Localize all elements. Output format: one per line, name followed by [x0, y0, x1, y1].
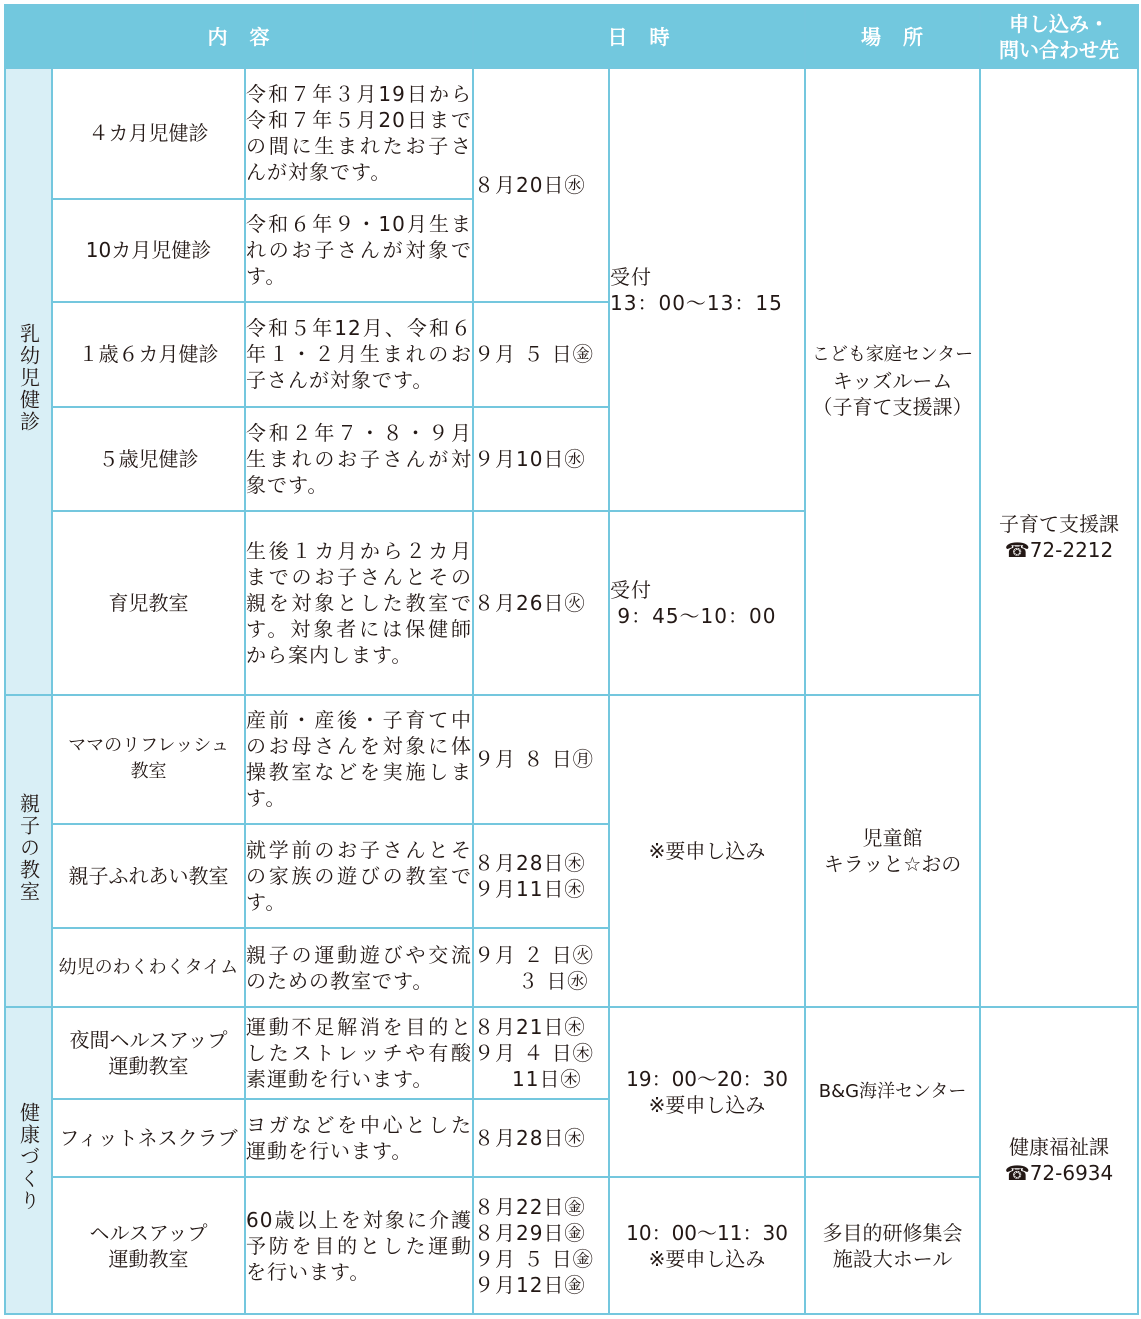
item-name: ４カ月児健診 — [52, 68, 245, 198]
header-content: 内 容 — [5, 5, 473, 68]
table-row — [5, 1007, 1138, 1099]
item-date: ９月 ８ 日㊊ — [473, 695, 609, 824]
place-hall: 多目的研修集会 施設大ホール — [805, 1177, 980, 1314]
item-date: ８月28日㊍ — [473, 1099, 609, 1177]
item-description: 就学前のお子さんとその家族の遊びの教室です。 — [245, 824, 473, 928]
item-date: ８月28日㊍ ９月11日㊍ — [473, 824, 609, 928]
item-name: 10カ月児健診 — [52, 199, 245, 302]
table-row — [5, 68, 1138, 198]
item-date: ９月10日㊌ — [473, 407, 609, 511]
contact-kenko: 健康福祉課 ☎72-6934 — [980, 1007, 1138, 1314]
item-date: ８月22日㊎ ８月29日㊎ ９月 ５ 日㊎ ９月12日㊎ — [473, 1177, 609, 1314]
item-name: 夜間ヘルスアップ 運動教室 — [52, 1007, 245, 1099]
item-date: ８月26日㊋ — [473, 511, 609, 695]
item-name: 幼児のわくわくタイム — [52, 928, 245, 1006]
item-description: 令和２年７・８・９月生まれのお子さんが対象です。 — [245, 407, 473, 511]
item-apply-note: ※要申し込み — [609, 695, 805, 1007]
header-place: 場 所 — [805, 5, 980, 68]
item-name: 育児教室 — [52, 511, 245, 695]
header-row — [5, 5, 1138, 68]
item-description: 令和７年３月19日から令和７年５月20日までの間に生まれたお子さんが対象です。 — [245, 68, 473, 198]
table-row — [5, 1177, 1138, 1314]
item-description: ヨガなどを中心とした運動を行います。 — [245, 1099, 473, 1177]
item-time: 10：00～11：30 ※要申し込み — [609, 1177, 805, 1314]
item-name: ヘルスアップ 運動教室 — [52, 1177, 245, 1314]
item-date: ８月21日㊍ ９月 ４ 日㊍ 11日㊍ — [473, 1007, 609, 1099]
item-description: 令和５年12月、令和６年１・２月生まれのお子さんが対象です。 — [245, 302, 473, 406]
table-row — [5, 695, 1138, 824]
item-description: 生後１カ月から２カ月までのお子さんとその親を対象とした教室です。対象者には保健師から案内します。 — [245, 511, 473, 695]
event-schedule-table — [4, 4, 1139, 1315]
place-bg-center: B&G海洋センター — [805, 1007, 980, 1178]
item-date: ８月20日㊌ — [473, 68, 609, 302]
item-description: 産前・産後・子育て中のお母さんを対象に体操教室などを実施します。 — [245, 695, 473, 824]
item-description: 運動不足解消を目的としたストレッチや有酸素運動を行います。 — [245, 1007, 473, 1099]
item-date: ９月 ５ 日㊎ — [473, 302, 609, 406]
contact-kosodate: 子育て支援課 ☎72-2212 — [980, 68, 1138, 1007]
item-date: ９月 ２ 日㊋ ３ 日㊌ — [473, 928, 609, 1006]
item-time: 受付 9：45～10：00 — [609, 511, 805, 695]
item-time: 19：00～20：30 ※要申し込み — [609, 1007, 805, 1178]
item-description: 親子の運動遊びや交流のための教室です。 — [245, 928, 473, 1006]
place-jidokan: 児童館 キラッと☆おの — [805, 695, 980, 1007]
item-time: 受付 13：00～13：15 — [609, 68, 805, 511]
item-description: 60歳以上を対象に介護予防を目的とした運動を行います。 — [245, 1177, 473, 1314]
category-health: 健康づくり — [5, 1007, 52, 1314]
item-name: フィットネスクラブ — [52, 1099, 245, 1177]
category-infant-checkup: 乳幼児健診 — [5, 68, 52, 694]
place-kids-center: こども家庭センター キッズルーム （子育て支援課） — [805, 68, 980, 694]
category-parent-child: 親子の教室 — [5, 695, 52, 1007]
header-datetime: 日 時 — [473, 5, 805, 68]
header-contact: 申し込み・ 問い合わせ先 — [980, 5, 1138, 68]
item-name: １歳６カ月健診 — [52, 302, 245, 406]
item-description: 令和６年９・10月生まれのお子さんが対象です。 — [245, 199, 473, 302]
item-name: ５歳児健診 — [52, 407, 245, 511]
item-name: 親子ふれあい教室 — [52, 824, 245, 928]
item-name: ママのリフレッシュ 教室 — [52, 695, 245, 824]
